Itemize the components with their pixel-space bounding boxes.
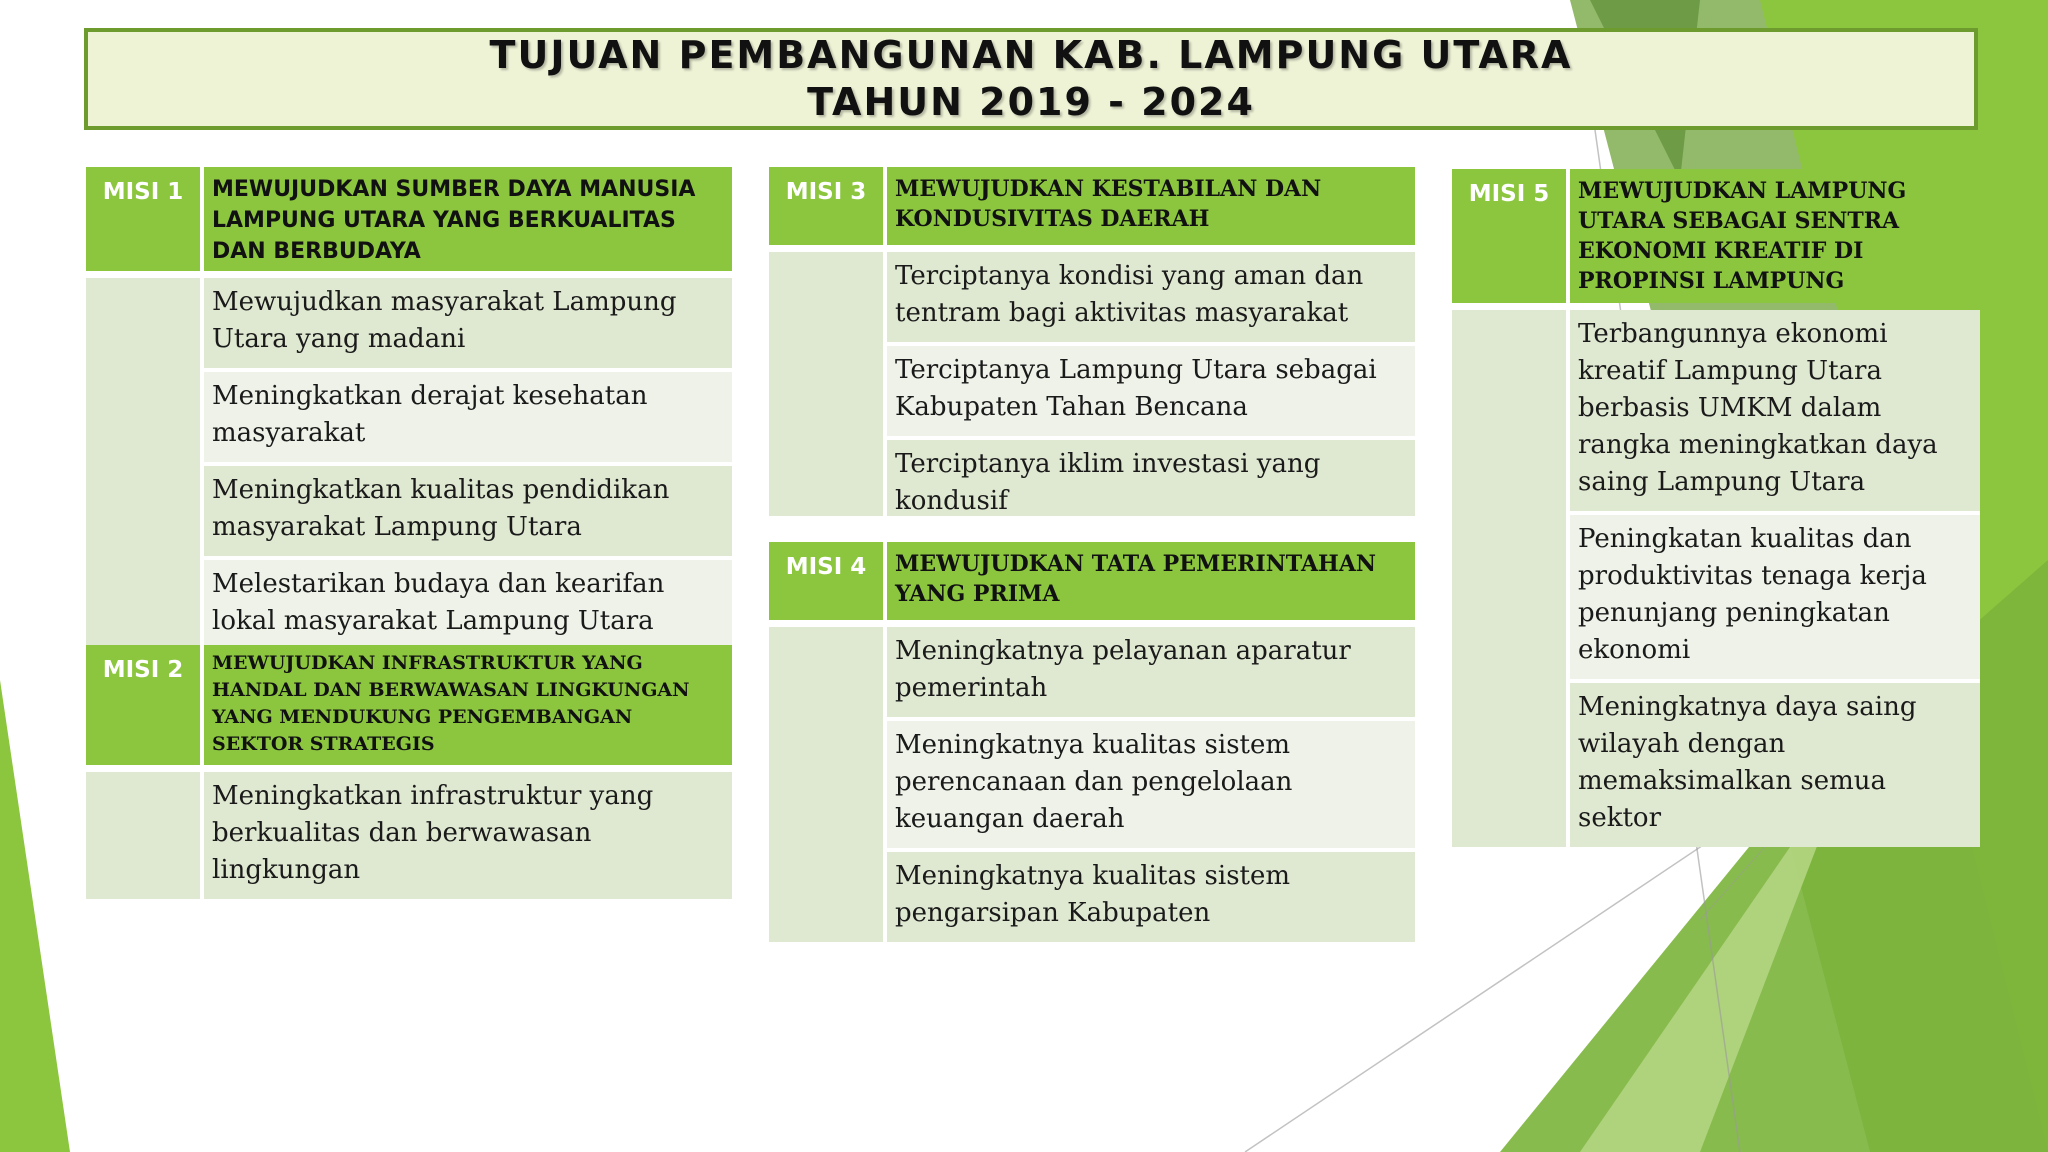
goal-item: Meningkatnya kualitas sistem perencanaan dan pengelolaan keuangan daerah xyxy=(887,721,1415,852)
misi-title: MEWUJUDKAN KESTABILAN DAN KONDUSIVITAS DAERAH xyxy=(887,167,1415,245)
misi-1-block xyxy=(86,167,732,650)
goal-item: Terbangunnya ekonomi kreatif Lampung Utara berbasis UMKM dalam rangka meningkatkan daya saing Lampung Utara xyxy=(1570,310,1980,515)
misi-3-block xyxy=(769,167,1415,516)
misi-gutter xyxy=(86,278,200,650)
goal-item: Terciptanya kondisi yang aman dan tentram bagi aktivitas masyarakat xyxy=(887,252,1415,346)
page-title xyxy=(84,28,1978,130)
misi-title: MEWUJUDKAN LAMPUNG UTARA SEBAGAI SENTRA EKONOMI KREATIF DI PROPINSI LAMPUNG xyxy=(1570,169,1980,303)
goal-item: Meningkatkan kualitas pendidikan masyarakat Lampung Utara xyxy=(204,466,732,560)
goal-item: Peningkatan kualitas dan produktivitas tenaga kerja penunjang peningkatan ekonomi xyxy=(1570,515,1980,683)
goal-item: Meningkatnya pelayanan aparatur pemerintah xyxy=(887,627,1415,721)
title-line-2: TAHUN 2019 - 2024 xyxy=(807,80,1255,124)
goal-item: Meningkatkan derajat kesehatan masyarakat xyxy=(204,372,732,466)
misi-gutter xyxy=(769,252,883,516)
misi-2-block xyxy=(86,645,732,899)
goal-item: Meningkatnya kualitas sistem pengarsipan Kabupaten xyxy=(887,852,1415,942)
misi-5-block xyxy=(1452,169,1980,847)
goal-item: Terciptanya Lampung Utara sebagai Kabupaten Tahan Bencana xyxy=(887,346,1415,440)
misi-title: MEWUJUDKAN TATA PEMERINTAHAN YANG PRIMA xyxy=(887,542,1415,620)
misi-label: MISI 3 xyxy=(769,167,883,245)
goal-item: Melestarikan budaya dan kearifan lokal masyarakat Lampung Utara xyxy=(204,560,732,650)
misi-gutter xyxy=(86,772,200,899)
misi-gutter xyxy=(1452,310,1566,847)
goal-item: Mewujudkan masyarakat Lampung Utara yang madani xyxy=(204,278,732,372)
title-line-1: TUJUAN PEMBANGUNAN KAB. LAMPUNG UTARA xyxy=(489,33,1573,77)
misi-label: MISI 5 xyxy=(1452,169,1566,303)
goal-item: Terciptanya iklim investasi yang kondusif xyxy=(887,440,1415,516)
misi-title: MEWUJUDKAN INFRASTRUKTUR YANG HANDAL DAN BERWAWASAN LINGKUNGAN YANG MENDUKUNG PENGEMBANGAN SEKTOR STRATEGIS xyxy=(204,645,732,765)
misi-title: MEWUJUDKAN SUMBER DAYA MANUSIA LAMPUNG UTARA YANG BERKUALITAS DAN BERBUDAYA xyxy=(204,167,732,271)
misi-label: MISI 2 xyxy=(86,645,200,765)
misi-4-block xyxy=(769,542,1415,942)
misi-label: MISI 1 xyxy=(86,167,200,271)
goal-item: Meningkatkan infrastruktur yang berkualitas dan berwawasan lingkungan xyxy=(204,772,732,899)
misi-label: MISI 4 xyxy=(769,542,883,620)
goal-item: Meningkatnya daya saing wilayah dengan memaksimalkan semua sektor xyxy=(1570,683,1980,847)
misi-gutter xyxy=(769,627,883,942)
